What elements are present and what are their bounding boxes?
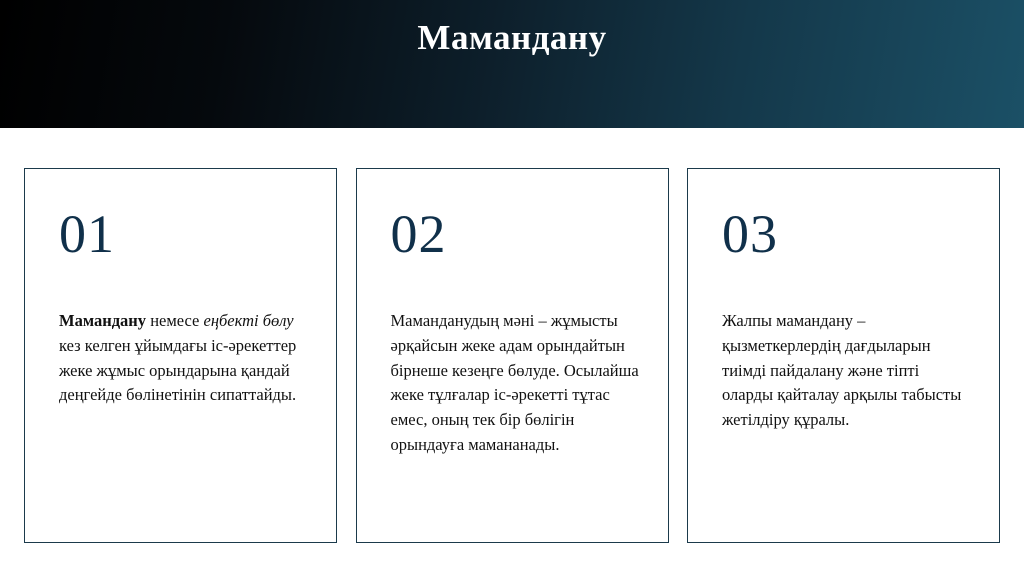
card-03 <box>687 168 1000 543</box>
card-text: Маманданудың мәні – жұмысты әрқайсын жеке адам орындайтын бірнеше кезеңге бөлуде. Осылайша жеке тұлғалар іс-әрекетті тұтас емес, оның тек бір бөлігін орындауға мамананады. <box>390 311 639 454</box>
card-text-italic: еңбекті бөлу <box>203 311 294 330</box>
card-text <box>59 309 310 408</box>
card-text-plain: немесе <box>146 311 204 330</box>
card-text-rest: кез келген ұйымдағы іс-әрекеттер жеке жұмыс орындарына қандай деңгейде бөлінетінін сипаттайды. <box>59 335 297 405</box>
card-list <box>0 168 1024 548</box>
card-01 <box>24 168 337 543</box>
page-title: Мамандану <box>417 18 607 57</box>
header-band <box>0 0 1024 128</box>
card-number: 03 <box>722 204 778 264</box>
card-number: 02 <box>390 204 447 264</box>
card-number: 01 <box>59 204 115 264</box>
card-text-bold: Мамандану <box>59 311 147 330</box>
card-text: Жалпы мамандану – қызметкерлердің дағдыларын тиімді пайдалану және тіпті оларды қайталау арқылы табысты жетілдіру құралы. <box>722 311 962 429</box>
card-02 <box>356 168 669 543</box>
